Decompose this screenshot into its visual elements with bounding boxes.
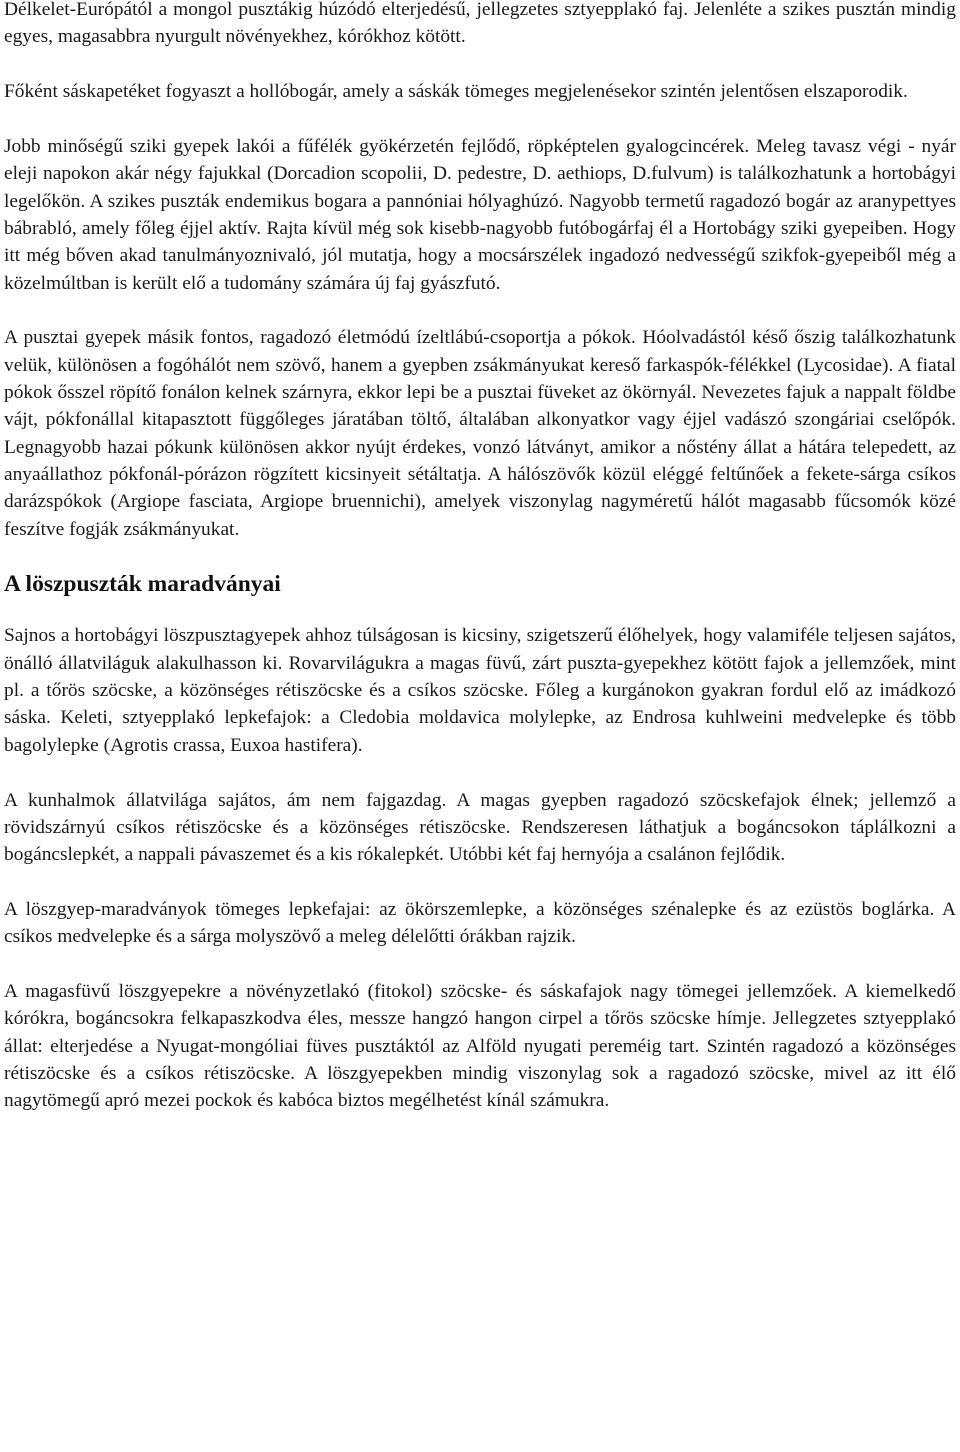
loess-steppe-paragraph: Sajnos a hortobágyi löszpusztagyepek ahhoz túlságosan is kicsiny, szigetszerű élőhelyek, hogy valamiféle teljesen sajátos, önálló állatviláguk alakulhasson ki. Rovarvilágukra a magas füvű, zárt puszta-gyepekhez kötött fajok a jellemzőek, mint pl. a tőrös szöcske, a közönséges rétiszöcske és a csíkos szöcske. Főleg a kurgánokon gyakran fordul elő az imádkozó sáska. Keleti, sztyepplakó lepkefajok: a Cledobia moldavica molylepke, az Endrosa kuhlweini medvelepke és több bagolylepke (Agrotis crassa, Euxoa hastifera).	[4, 625, 956, 756]
document-page	[4, 0, 956, 1142]
raven-beetle-paragraph: Főként sáskapetéket fogyaszt a hollóbogár, amely a sáskák tömeges megjelenésekor szintén jelentősen elszaporodik.	[4, 81, 908, 103]
intro-paragraph: Délkelet-Európától a mongol pusztákig húzódó elterjedésű, jellegzetes sztyepplakó faj. Jelenléte a szikes pusztán mindig egyes, magasabbra nyurgult növényekhez, kórókhoz kötött.	[4, 0, 956, 48]
butterflies-paragraph: A löszgyep-maradványok tömeges lepkefajai: az ökörszemlepke, a közönséges szénalepke és az ezüstös boglárka. A csíkos medvelepke és a sárga molyszövő a meleg délelőtti órákban rajzik.	[4, 898, 956, 948]
kurgan-fauna-paragraph: A kunhalmok állatvilága sajátos, ám nem fajgazdag. A magas gyepben ragadozó szöcskefajok élnek; jellemző a rövidszárnyú csíkos rétiszöcske és a közönséges rétiszöcske. Rendszeresen láthatjuk a bogáncsokon táplálkozni a bogáncslepkét, a nappali pávaszemet és a kis rókalepkét. Utóbbi két faj hernyója a csalánon fejlődik.	[4, 789, 956, 866]
longhorn-beetles-paragraph: Jobb minőségű sziki gyepek lakói a fűfélék gyökérzetén fejlődő, röpképtelen gyalogcincérek. Meleg tavasz végi - nyár eleji napokon akár négy fajukkal (Dorcadion scopolii, D. pedestre, D. aethiops, D.fulvum) is találkozhatunk a hortobágyi legelőkön. A szikes puszták endemikus bogara a pannóniai hólyaghúzó. Nagyobb termetű ragadozó bogár az aranypettyes bábrabló, amely főleg éjjel aktív. Rajta kívül még sok kisebb-nagyobb futóbogárfaj él a Hortobágy sziki gyepeiben. Hogy itt még bőven akad tanulmányoznivaló, jól mutatja, hogy a mocsárszélek ingadozó nedvességű szikfok-gyepeiből még a közelmúltban is került elő a tudomány számára új faj gyászfutó.	[4, 136, 956, 294]
spiders-paragraph: A pusztai gyepek másik fontos, ragadozó életmódú ízeltlábú-csoportja a pókok. Hóolvadástól késő őszig találkozhatunk velük, különösen a fogóhálót nem szövő, hanem a gyepben zsákmányukat kereső farkaspók-félékkel (Lycosidae). A fiatal pókok ősszel röpítő fonálon kelnek szárnyra, ekkor lepi be a pusztai füveket az ökörnyál. Nevezetes fajuk a nappalt földbe vájt, pókfonállal kitapasztott függőleges járatában töltő, általában alkonyatkor vagy éjjel vadászó szongáriai cselőpók. Legnagyobb hazai pókunk különösen akkor nyújt érdekes, vonzó látványt, amikor a nőstény állat a hátára telepedett, az anyaállathoz pókfonál-pórázon rögzített kicsinyeit sétáltatja. A hálószövők közül eléggé feltűnőek a fekete-sárga csíkos darázspókok (Argiope fasciata, Argiope bruennichi), amelyek viszonylag nagyméretű hálót magasabb fűcsomók közé feszítve fogják zsákmányukat.	[4, 327, 956, 540]
section-heading: A löszpuszták maradványai	[4, 571, 281, 598]
grasshoppers-paragraph: A magasfüvű löszgyepekre a növényzetlakó (fitokol) szöcske- és sáskafajok nagy tömegei jellemzőek. A kiemelkedő kórókra, bogáncsokra felkapaszkodva éles, messze hangzó hangon cirpel a tőrös szöcske hímje. Jellegzetes sztyepplakó állat: elterjedése a Nyugat-mongóliai füves pusztáktól az Alföld nyugati pereméig tart. Szintén ragadozó a közönséges rétiszöcske és a csíkos rétiszöcske. A löszgyepekben mindig viszonylag sok a ragadozó szöcske, mivel az itt élő nagytömegű apró mezei pockok és kabóca biztos megélhetést kínál számukra.	[4, 981, 956, 1112]
